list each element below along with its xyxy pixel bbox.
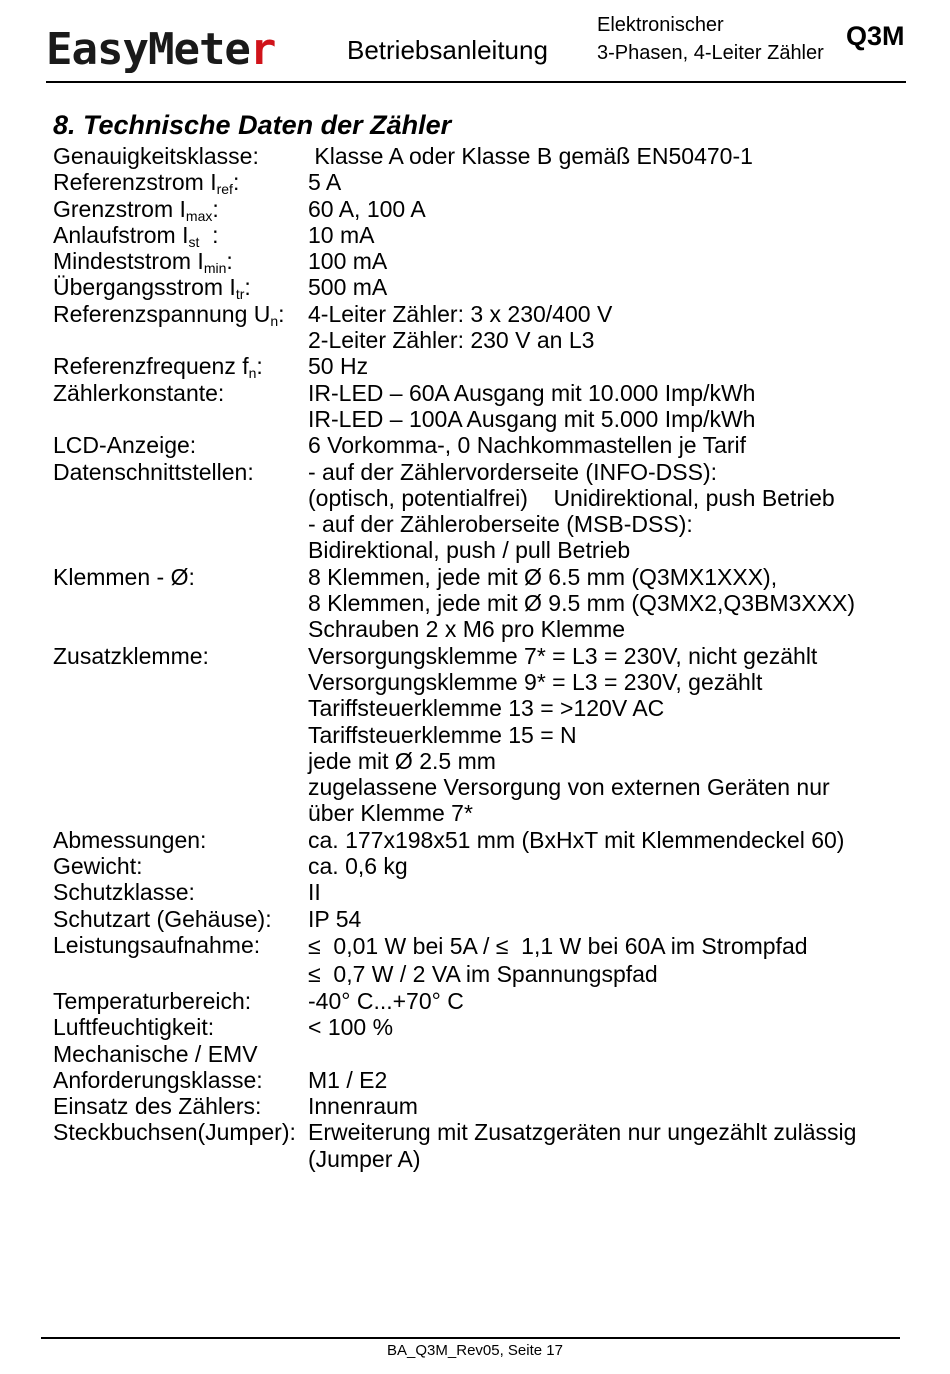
spec-row [53,169,913,198]
spec-values [308,1119,913,1172]
spec-label-subscript: n [248,365,257,382]
spec-value: 10 mA [308,221,375,248]
document-type: Betriebsanleitung [347,35,548,65]
spec-row [53,1041,913,1067]
spec-value: Innenraum [308,1093,418,1120]
spec-label [53,196,219,222]
spec-value: Erweiterung mit Zusatzgeräten nur ungezählt zulässig [308,1119,857,1146]
spec-row [53,1014,913,1040]
header-divider [46,81,906,83]
spec-label-subscript: ref [216,181,233,198]
spec-value: (Jumper A) [308,1145,421,1172]
spec-value: Versorgungsklemme 9* = L3 = 230V, gezählt [308,668,763,695]
spec-values [308,143,913,169]
spec-values [308,643,913,827]
spec-label: Einsatz des Zählers: [53,1093,262,1120]
spec-values [308,906,913,932]
spec-value: zugelassene Versorgung von externen Geräten nur [308,774,830,801]
spec-row [53,380,913,433]
spec-value: 60 A, 100 A [308,195,426,222]
spec-label-text: Mindeststrom I [53,248,204,275]
spec-values [308,827,913,853]
spec-value: ca. 177x198x51 mm (BxHxT mit Klemmendeckel 60) [308,826,845,853]
spec-values [308,432,913,458]
spec-label-subscript: tr [235,286,245,303]
spec-value [308,1041,913,1067]
spec-values [308,1067,913,1093]
spec-label [53,169,240,198]
spec-value: 50 Hz [308,353,369,380]
spec-value: -40° C...+70° C [308,987,464,1014]
spec-row [53,988,913,1014]
spec-label-text: Grenzstrom I [53,195,186,222]
spec-value: 6 Vorkomma-, 0 Nachkommastellen je Tarif [308,432,747,459]
spec-row [53,1119,913,1172]
spec-label-suffix: : [199,221,219,248]
spec-values [308,353,913,379]
spec-value: IR-LED – 60A Ausgang mit 10.000 Imp/kWh [308,379,756,406]
spec-value: Schrauben 2 x M6 pro Klemme [308,616,626,643]
spec-value: - auf der Zähleroberseite (MSB-DSS): [308,511,693,538]
spec-values [308,301,913,354]
spec-row [53,906,913,932]
spec-value: 100 mA [308,248,388,275]
spec-value: 4-Leiter Zähler: 3 x 230/400 V [308,300,613,327]
spec-label: Steckbuchsen(Jumper): [53,1119,296,1146]
spec-row [53,879,913,905]
spec-label: Klemmen - Ø: [53,563,195,590]
easymeter-logo [46,22,275,78]
spec-row [53,196,913,222]
spec-row [53,1093,913,1119]
spec-value: Versorgungsklemme 7* = L3 = 230V, nicht gezählt [308,642,818,669]
spec-values [308,169,913,195]
spec-label-suffix: : [278,300,285,327]
spec-value: - auf der Zählervorderseite (INFO-DSS): [308,458,718,485]
spec-values [308,380,913,433]
spec-value: (optisch, potentialfrei) Unidirektional, push Betrieb [308,484,835,511]
spec-row [53,432,913,458]
model-name: Q3M [846,21,905,51]
spec-values [308,1014,913,1040]
spec-row [53,143,913,169]
spec-label: Schutzart (Gehäuse): [53,905,272,932]
spec-values [308,248,913,274]
spec-value: über Klemme 7* [308,800,473,827]
spec-row [53,643,913,827]
spec-label: Gewicht: [53,853,143,880]
spec-label-subscript: n [270,312,279,329]
spec-value: Klasse A oder Klasse B gemäß EN50470-1 [308,143,753,169]
spec-label: Temperaturbereich: [53,987,252,1014]
spec-label-suffix: : [226,248,233,275]
logo-main-text: EasyMete [46,24,250,75]
spec-label [53,222,219,248]
spec-label-subscript: st [188,233,200,250]
spec-value: < 100 % [308,1014,394,1041]
spec-value: Bidirektional, push / pull Betrieb [308,537,631,564]
spec-label-text: Übergangsstrom I [53,274,236,301]
spec-label [53,353,263,382]
spec-value: ≤ 0,01 W bei 5A / ≤ 1,1 W bei 60A im Strompfad [308,932,808,959]
spec-label-subscript: max [185,207,213,224]
spec-label: Anforderungsklasse: [53,1066,263,1093]
spec-value: M1 / E2 [308,1066,388,1093]
spec-label-subscript: min [203,260,227,277]
spec-values [308,988,913,1014]
spec-value: 8 Klemmen, jede mit Ø 9.5 mm (Q3MX2,Q3BM3XXX) [308,590,856,617]
spec-label-text: Referenzspannung U [53,300,271,327]
spec-label-text: Referenzfrequenz f [53,353,249,380]
spec-values [308,853,913,879]
spec-row [53,564,913,643]
spec-label: Abmessungen: [53,826,207,853]
spec-value: IP 54 [308,905,362,932]
spec-label-suffix: : [212,195,219,222]
spec-values [308,932,913,988]
spec-row [53,353,913,382]
spec-value: jede mit Ø 2.5 mm [308,747,496,774]
spec-label: Schutzklasse: [53,879,195,906]
spec-row [53,274,913,303]
spec-value: IR-LED – 100A Ausgang mit 5.000 Imp/kWh [308,405,756,432]
section-title: 8. Technische Daten der Zähler [53,110,452,140]
page-footer: BA_Q3M_Rev05, Seite 17 [387,1342,563,1359]
footer-divider [41,1337,900,1339]
spec-label: Mechanische / EMV [53,1040,258,1067]
spec-list [53,143,913,1172]
spec-label: Datenschnittstellen: [53,458,254,485]
spec-label-suffix: : [256,353,263,380]
spec-label: LCD-Anzeige: [53,432,197,459]
spec-row [53,222,913,248]
spec-label [53,248,233,277]
product-line-1: Elektronischer [597,14,724,36]
spec-value: Tariffsteuerklemme 15 = N [308,721,577,748]
spec-row [53,932,913,988]
spec-label-suffix: : [232,169,240,196]
spec-value: 500 mA [308,274,388,301]
spec-label [53,301,285,327]
spec-value: ca. 0,6 kg [308,853,408,880]
spec-values [308,222,913,248]
spec-label-text: Referenzstrom I [53,169,217,196]
spec-values [308,879,913,905]
spec-row [53,1067,913,1093]
spec-value: II [308,879,321,906]
spec-row [53,459,913,564]
spec-values [308,564,913,643]
spec-row [53,248,913,277]
spec-values [308,196,913,222]
spec-values [308,1041,913,1067]
spec-value: 2-Leiter Zähler: 230 V an L3 [308,327,595,354]
spec-value: ≤ 0,7 W / 2 VA im Spannungspfad [308,960,658,987]
spec-value: 8 Klemmen, jede mit Ø 6.5 mm (Q3MX1XXX), [308,563,778,590]
product-line-2: 3-Phasen, 4-Leiter Zähler [597,42,824,64]
spec-row [53,301,913,354]
spec-label-text: Anlaufstrom I [53,221,189,248]
spec-values [308,1093,913,1119]
spec-values [308,459,913,564]
spec-label: Zählerkonstante: [53,379,225,406]
spec-values [308,274,913,300]
spec-label: Zusatzklemme: [53,642,209,669]
spec-label: Luftfeuchtigkeit: [53,1014,215,1041]
spec-label: Leistungsaufnahme: [53,931,261,958]
spec-value: Tariffsteuerklemme 13 = >120V AC [308,695,665,722]
spec-label-suffix: : [244,274,251,301]
spec-value: 5 A [308,169,342,196]
spec-row [53,827,913,853]
logo-accent-letter: r [249,24,276,75]
product-description [597,11,824,67]
spec-label: Genauigkeitsklasse: [53,143,259,169]
spec-row [53,853,913,879]
spec-label [53,274,251,303]
